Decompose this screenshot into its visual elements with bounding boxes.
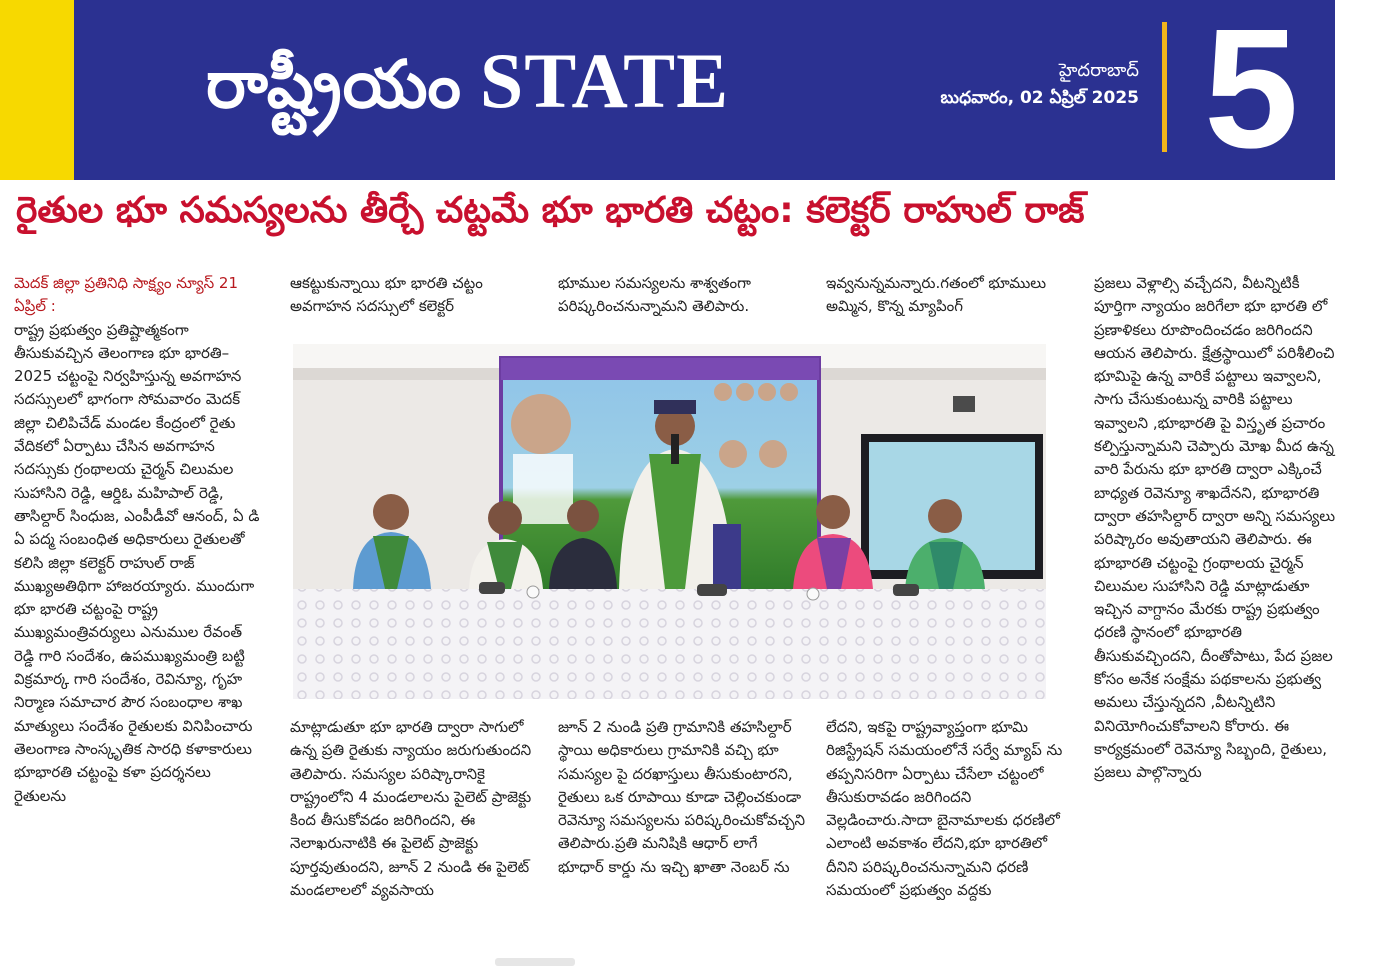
- dateline-city: హైదరాబాద్: [1058, 60, 1139, 81]
- column-2-bottom-text: మాట్లాడుతూ భూ భారతి ద్వారా సాగులో ఉన్న ప్రతి రైతుకు న్యాయం జరుగుతుందని తెలిపారు. సమస్యల పరిష్కారానికై రాష్ట్రంలోని 4 మండలాలను పైలెట్ ప్రాజెక్టు కింద తీసుకోవడం జరిగిందని, ఈ నెలాఖరునాటికి ఈ పైలెట్ ప్రాజెక్టు పూర్తవుతుందని, జూన్ 2 నుండి ఈ పైలెట్ మండలాలలో వ్యవసాయ: [290, 718, 532, 900]
- byline: మెదక్ జిల్లా ప్రతినిధి సాక్ష్యం న్యూస్ 21 ఏప్రిల్ :: [14, 274, 239, 316]
- article-column-3-bottom: [558, 716, 808, 930]
- column-5-text: ప్రజలు వెళ్లాల్సి వచ్చేదని, వీటన్నిటికీ పూర్తిగా న్యాయం జరిగేలా భూ భారతి లో ప్రణాళికలు రూపొందించడం జరిగిందని ఆయన తెలిపారు. క్షేత్రస్థాయిలో పరిశీలించి భూమిపై ఉన్న వారికే పట్టాలు ఇవ్వాలని, సాగు చేసుకుంటున్న వారికి పట్టాలు ఇవ్వాలని ,భూభారతి పై విస్తృత ప్రచారం కల్పిస్తున్నామని చెప్పారు మోఖ మీద ఉన్న వారి పేరును భూ భారతి ద్వారా ఎక్కించే బాధ్యత రెవెన్యూ శాఖదేనని, భూభారతి ద్వారా తహసిల్దార్ ద్వారా అన్ని సమస్యలు పరిష్కారం అవుతాయని తెలిపారు. ఈ భూభారతి చట్టంపై గ్రంథాలయ చైర్మన్ చిలుమల సుహాసిని రెడ్డి మాట్లాడుతూ ఇచ్చిన వాగ్దానం మేరకు రాష్ట్ర ప్రభుత్వం ధరణి స్థానంలో భూభారతి తీసుకువచ్చిందని, దీంతోపాటు, పేద ప్రజల కోసం అనేక సంక్షేమ పథకాలను ప్రభుత్వ అమలు చేస్తున్నదని ,వీటన్నిటిని వినియోగించుకోవాలని కోరారు. ఈ కార్యక్రమంలో రెవెన్యూ సిబ్బంది, రైతులు, ప్రజలు పాల్గొన్నారు: [1094, 274, 1336, 782]
- headline: రైతుల భూ సమస్యలను తీర్చే చట్టమే భూ భారతి చట్టం: కలెక్టర్ రాహుల్ రాజ్: [16, 190, 1085, 231]
- article-column-5: [1094, 272, 1346, 932]
- masthead-yellow-bar: [0, 0, 74, 180]
- column-4-bottom-text: లేదని, ఇకపై రాష్ట్రవ్యాప్తంగా భూమి రిజిస్ట్రేషన్ సమయంలోనే సర్వే మ్యాప్ ను తప్పనిసరిగా ఏర్పాటు చేసేలా చట్టంలో తీసుకురావడం జరిగిందని వెల్లడించారు.సాదా బైనామాలకు ధరణిలో ఎలాంటి అవకాశం లేదని,భూ భారతిలో దీనిని పరిష్కరించనున్నామని ధరణి సమయంలో ప్రభుత్వం వద్దకు: [826, 718, 1063, 900]
- section-title-english: STATE: [479, 37, 730, 124]
- article-column-2-top: [290, 272, 540, 338]
- page-footer-mark: [495, 958, 575, 966]
- event-photo: [293, 344, 1046, 699]
- article-column-4-bottom: [826, 716, 1076, 930]
- column-3-bottom-text: జూన్ 2 నుండి ప్రతి గ్రామానికి తహసిల్దార్ స్థాయి అధికారులు గ్రామానికి వచ్చి భూ సమస్యల పై దరఖాస్తులు తీసుకుంటారని, రైతులు ఒక రూపాయి కూడా చెల్లించకుండా రెవెన్యూ సమస్యలను పరిష్కరించుకోవచ్చని తెలిపారు.ప్రతి మనిషికి ఆధార్ లాగే భూధార్ కార్డు ను ఇచ్చి ఖాతా నెంబర్ ను: [558, 718, 806, 876]
- section-title: [206, 36, 729, 139]
- column-4-top-text: ఇవ్వనున్నమన్నారు.గతంలో భూములు అమ్మిన, కొన్న మ్యాపింగ్: [826, 274, 1047, 316]
- masthead-divider: [1162, 22, 1167, 152]
- article-column-1: [14, 272, 262, 932]
- column-1-text: రాష్ట్ర ప్రభుత్వం ప్రతిష్టాత్మకంగా తీసుకువచ్చిన తెలంగాణ భూ భారతి– 2025 చట్టంపై నిర్వహిస్తున్న అవగాహన సదస్సులలో భాగంగా సోమవారం మెదక్ జిల్లా చిలిపిచేడ్ మండల కేంద్రంలో రైతు వేదికలో ఏర్పాటు చేసిన అవగాహన సదస్సుకు గ్రంథాలయ చైర్మన్ చిలుమల సుహాసిని రెడ్డి, ఆర్డిఓ మహిపాల్ రెడ్డి, తాసిల్దార్ సింధుజ, ఎంపీడీవో ఆనంద్, ఏ డి ఏ పద్మ సంబంధిత అధికారులు రైతులతో కలిసి జిల్లా కలెక్టర్ రాహుల్ రాజ్ ముఖ్యఅతిథిగా హాజరయ్యారు. ముందుగా భూ భారతి చట్టంపై రాష్ట్ర ముఖ్యమంత్రివర్యులు ఎనుముల రేవంత్ రెడ్డి గారి సందేశం, ఉపముఖ్యమంత్రి బట్టి విక్రమార్క గారి సందేశం, రెవిన్యూ, గృహ నిర్మాణ సమాచార పౌర సంబంధాల శాఖ మాత్యులు సందేశం రైతులకు వినిపించారు తెలంగాణ సాంస్కృతిక సారధి కళాకారులు భూభారతి చట్టంపై కళా ప్రదర్శనలు రైతులను: [14, 320, 260, 805]
- section-title-telugu: రాష్ట్రీయం: [206, 45, 462, 123]
- column-3-top-text: భూముల సమస్యలను శాశ్వతంగా పరిష్కరించనున్నామని తెలిపారు.: [558, 274, 751, 316]
- dateline-date: బుధవారం, 02 ఏప్రిల్ 2025: [940, 88, 1139, 108]
- article-column-2-bottom: [290, 716, 540, 930]
- masthead: [74, 0, 1335, 184]
- column-2-top-text: ఆకట్టుకున్నాయి భూ భారతి చట్టం అవగాహన సదస్సులో కలెక్టర్: [290, 274, 483, 316]
- page-number: 5: [1204, 0, 1299, 184]
- article-column-4-top: [826, 272, 1076, 338]
- article-column-3-top: [558, 272, 808, 338]
